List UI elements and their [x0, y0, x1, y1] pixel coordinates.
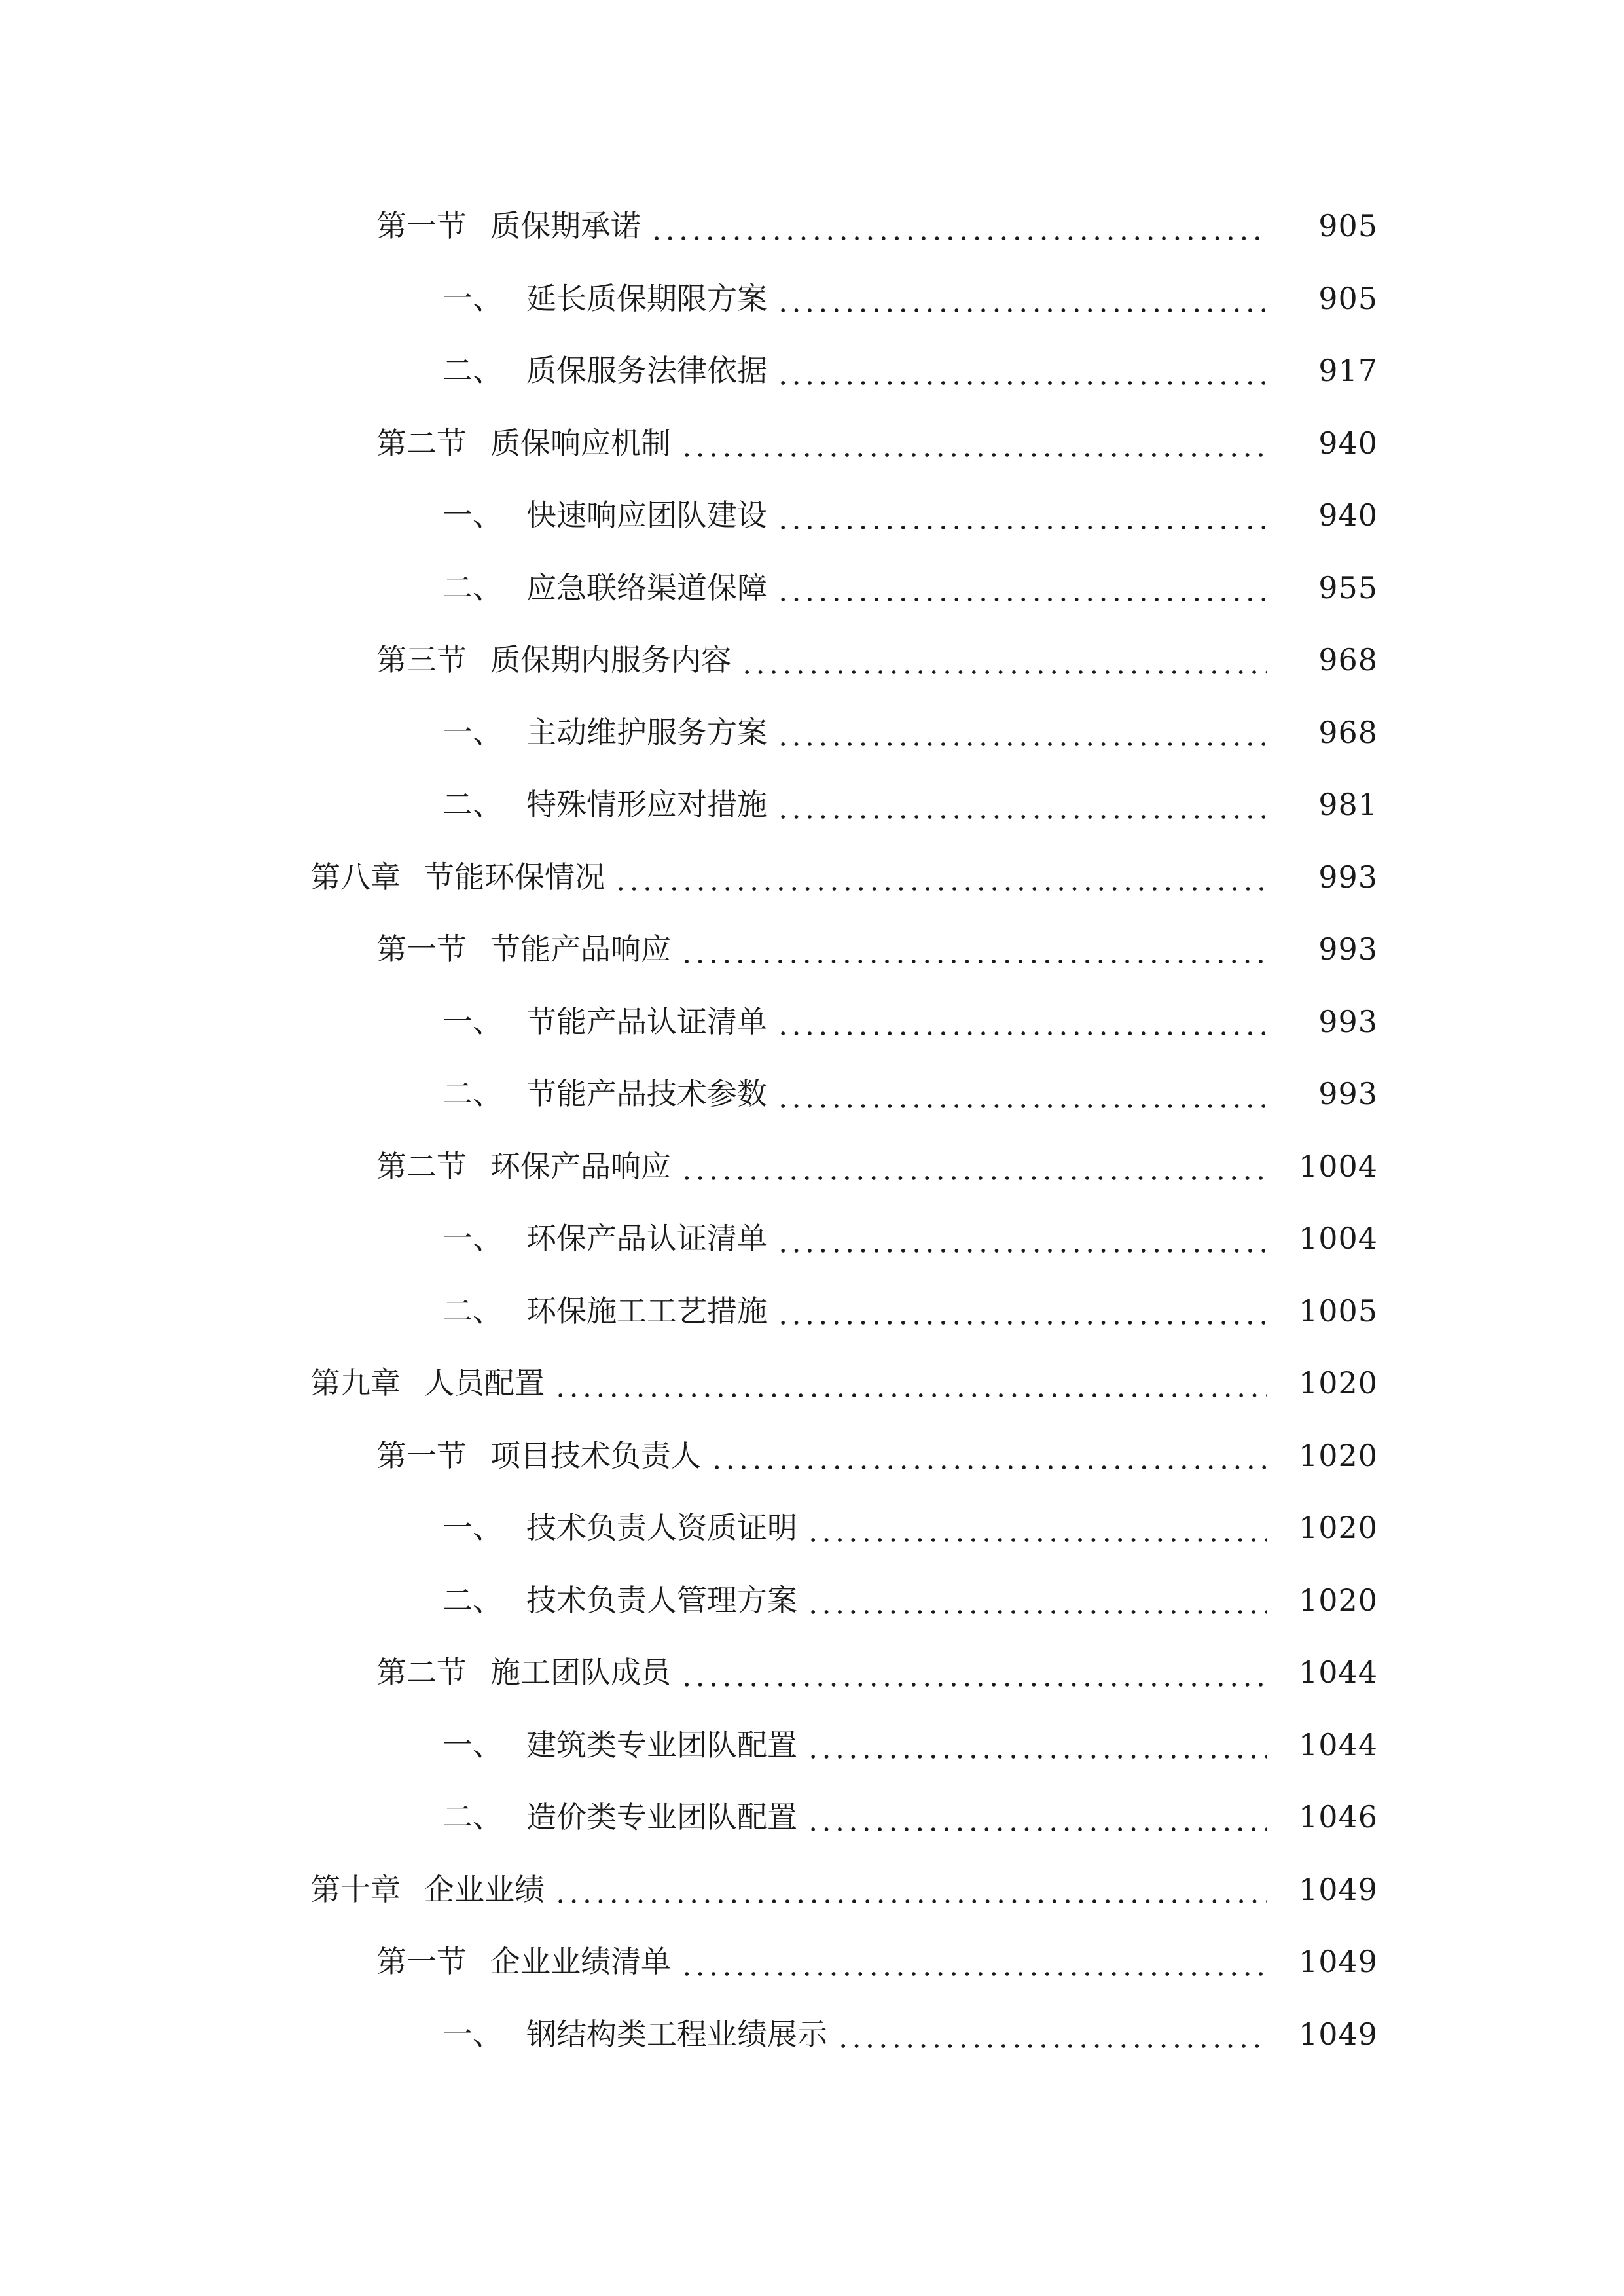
toc-entry-title: 节能产品响应	[490, 931, 671, 967]
toc-entry-subsection[interactable]	[0, 696, 1624, 769]
toc-entry-prefix: 二、	[442, 1799, 503, 1835]
toc-entry-title: 特殊情形应对措施	[526, 787, 767, 823]
toc-entry-prefix: 第二节	[376, 425, 467, 461]
dot-leader	[710, 1465, 1267, 1469]
toc-entry-prefix: 第一节	[376, 208, 467, 244]
toc-entry-subsection[interactable]	[0, 1492, 1624, 1564]
toc-entry-prefix: 第一节	[376, 931, 467, 967]
toc-entry-title: 人员配置	[424, 1365, 545, 1401]
toc-entry-page: 968	[1318, 642, 1378, 678]
toc-entry-page: 1005	[1298, 1293, 1378, 1329]
toc-entry-page: 1020	[1298, 1365, 1378, 1401]
toc-entry-title: 技术负责人管理方案	[526, 1582, 797, 1618]
toc-entry-title: 钢结构类工程业绩展示	[526, 2016, 827, 2052]
dot-leader	[806, 1610, 1267, 1614]
toc-entry-page: 1049	[1298, 2016, 1378, 2052]
toc-entry-page: 1004	[1298, 1221, 1378, 1257]
toc-entry-title: 环保产品响应	[490, 1148, 671, 1184]
toc-entry-subsection[interactable]	[0, 1998, 1624, 2071]
toc-entry-title: 质保期承诺	[490, 208, 641, 244]
dot-leader	[776, 381, 1267, 385]
dot-leader	[680, 1683, 1267, 1687]
toc-entry-page: 993	[1318, 859, 1378, 895]
toc-entry-page: 1044	[1298, 1655, 1378, 1691]
toc-entry-prefix: 第一节	[376, 1437, 467, 1473]
toc-entry-page: 905	[1318, 208, 1378, 244]
toc-entry-prefix: 一、	[442, 714, 503, 750]
dot-leader	[776, 815, 1267, 819]
toc-entry-section[interactable]	[0, 1926, 1624, 1998]
toc-entry-chapter[interactable]	[0, 1854, 1624, 1926]
toc-entry-page: 1046	[1298, 1799, 1378, 1835]
dot-leader	[680, 1176, 1267, 1180]
toc-entry-page: 1044	[1298, 1727, 1378, 1763]
dot-leader	[776, 1104, 1267, 1108]
toc-entry-title: 造价类专业团队配置	[526, 1799, 797, 1835]
toc-entry-prefix: 一、	[442, 1003, 503, 1039]
toc-entry-title: 节能产品认证清单	[526, 1003, 767, 1039]
toc-entry-subsection[interactable]	[0, 986, 1624, 1058]
dot-leader	[776, 598, 1267, 601]
toc-entry-page: 1020	[1298, 1437, 1378, 1473]
toc-entry-prefix: 第十章	[310, 1871, 401, 1907]
toc-entry-prefix: 第二节	[376, 1655, 467, 1691]
toc-entry-page: 1049	[1298, 1871, 1378, 1907]
toc-entry-prefix: 二、	[442, 569, 503, 605]
toc-entry-page: 993	[1318, 931, 1378, 967]
toc-entry-prefix: 一、	[442, 2016, 503, 2052]
toc-entry-prefix: 一、	[442, 497, 503, 533]
toc-entry-page: 905	[1318, 280, 1378, 316]
dot-leader	[614, 887, 1267, 891]
toc-entry-page: 981	[1318, 787, 1378, 823]
toc-entry-title: 环保施工工艺措施	[526, 1293, 767, 1329]
toc-entry-prefix: 一、	[442, 1510, 503, 1546]
toc-entry-subsection[interactable]	[0, 1202, 1624, 1275]
dot-leader	[680, 960, 1267, 963]
toc-entry-page: 917	[1318, 353, 1378, 389]
dot-leader	[837, 2044, 1267, 2048]
dot-leader	[554, 1393, 1267, 1397]
toc-entry-title: 企业业绩	[424, 1871, 545, 1907]
dot-leader	[680, 1972, 1267, 1976]
toc-entry-page: 1020	[1298, 1582, 1378, 1618]
toc-entry-prefix: 二、	[442, 353, 503, 389]
toc-entry-title: 项目技术负责人	[490, 1437, 701, 1473]
dot-leader	[740, 670, 1267, 674]
dot-leader	[806, 1538, 1267, 1542]
toc-entry-subsection[interactable]	[0, 334, 1624, 407]
dot-leader	[776, 308, 1267, 312]
toc-entry-subsection[interactable]	[0, 1058, 1624, 1130]
dot-leader	[776, 742, 1267, 746]
toc-entry-prefix: 第八章	[310, 859, 401, 895]
toc-entry-title: 快速响应团队建设	[526, 497, 767, 533]
dot-leader	[650, 236, 1267, 240]
dot-leader	[680, 453, 1267, 457]
toc-entry-title: 质保期内服务内容	[490, 642, 731, 678]
dot-leader	[554, 1899, 1267, 1903]
toc-entry-title: 应急联络渠道保障	[526, 569, 767, 605]
toc-entry-section[interactable]	[0, 1130, 1624, 1203]
toc-entry-subsection[interactable]	[0, 262, 1624, 335]
toc-entry-subsection[interactable]	[0, 768, 1624, 841]
dot-leader	[806, 1827, 1267, 1831]
toc-entry-section[interactable]	[0, 913, 1624, 986]
toc-entry-section[interactable]	[0, 1636, 1624, 1709]
dot-leader	[776, 1249, 1267, 1253]
dot-leader	[806, 1755, 1267, 1759]
toc-entry-page: 955	[1318, 569, 1378, 605]
toc-entry-subsection[interactable]	[0, 1781, 1624, 1854]
toc-entry-page: 968	[1318, 714, 1378, 750]
toc-entry-page: 1004	[1298, 1148, 1378, 1184]
toc-entry-section[interactable]	[0, 1420, 1624, 1492]
table-of-contents	[0, 190, 1624, 2070]
toc-entry-title: 施工团队成员	[490, 1655, 671, 1691]
toc-entry-subsection[interactable]	[0, 479, 1624, 552]
toc-entry-page: 993	[1318, 1003, 1378, 1039]
dot-leader	[776, 1031, 1267, 1035]
toc-entry-title: 环保产品认证清单	[526, 1221, 767, 1257]
toc-entry-subsection[interactable]	[0, 1709, 1624, 1782]
toc-entry-title: 建筑类专业团队配置	[526, 1727, 797, 1763]
toc-entry-title: 延长质保期限方案	[526, 280, 767, 316]
toc-entry-page: 940	[1318, 497, 1378, 533]
toc-entry-prefix: 第九章	[310, 1365, 401, 1401]
toc-entry-title: 节能环保情况	[424, 859, 605, 895]
toc-entry-prefix: 二、	[442, 787, 503, 823]
toc-entry-prefix: 第二节	[376, 1148, 467, 1184]
toc-entry-title: 主动维护服务方案	[526, 714, 767, 750]
toc-entry-page: 940	[1318, 425, 1378, 461]
toc-entry-subsection[interactable]	[0, 1564, 1624, 1637]
toc-entry-section[interactable]	[0, 407, 1624, 480]
toc-entry-chapter[interactable]	[0, 841, 1624, 914]
toc-entry-title: 技术负责人资质证明	[526, 1510, 797, 1546]
toc-entry-title: 企业业绩清单	[490, 1944, 671, 1980]
toc-entry-page: 1020	[1298, 1510, 1378, 1546]
dot-leader	[776, 526, 1267, 529]
dot-leader	[776, 1321, 1267, 1325]
toc-entry-prefix: 第三节	[376, 642, 467, 678]
toc-entry-chapter[interactable]	[0, 1347, 1624, 1420]
toc-entry-subsection[interactable]	[0, 552, 1624, 624]
toc-entry-prefix: 一、	[442, 280, 503, 316]
toc-entry-section[interactable]	[0, 624, 1624, 696]
toc-entry-prefix: 二、	[442, 1076, 503, 1112]
toc-entry-title: 质保服务法律依据	[526, 353, 767, 389]
toc-entry-prefix: 一、	[442, 1221, 503, 1257]
toc-entry-page: 1049	[1298, 1944, 1378, 1980]
toc-entry-prefix: 第一节	[376, 1944, 467, 1980]
toc-entry-title: 节能产品技术参数	[526, 1076, 767, 1112]
toc-entry-subsection[interactable]	[0, 1275, 1624, 1348]
toc-entry-title: 质保响应机制	[490, 425, 671, 461]
toc-entry-page: 993	[1318, 1076, 1378, 1112]
toc-entry-prefix: 二、	[442, 1582, 503, 1618]
toc-entry-prefix: 一、	[442, 1727, 503, 1763]
toc-entry-prefix: 二、	[442, 1293, 503, 1329]
toc-entry-section[interactable]	[0, 190, 1624, 262]
